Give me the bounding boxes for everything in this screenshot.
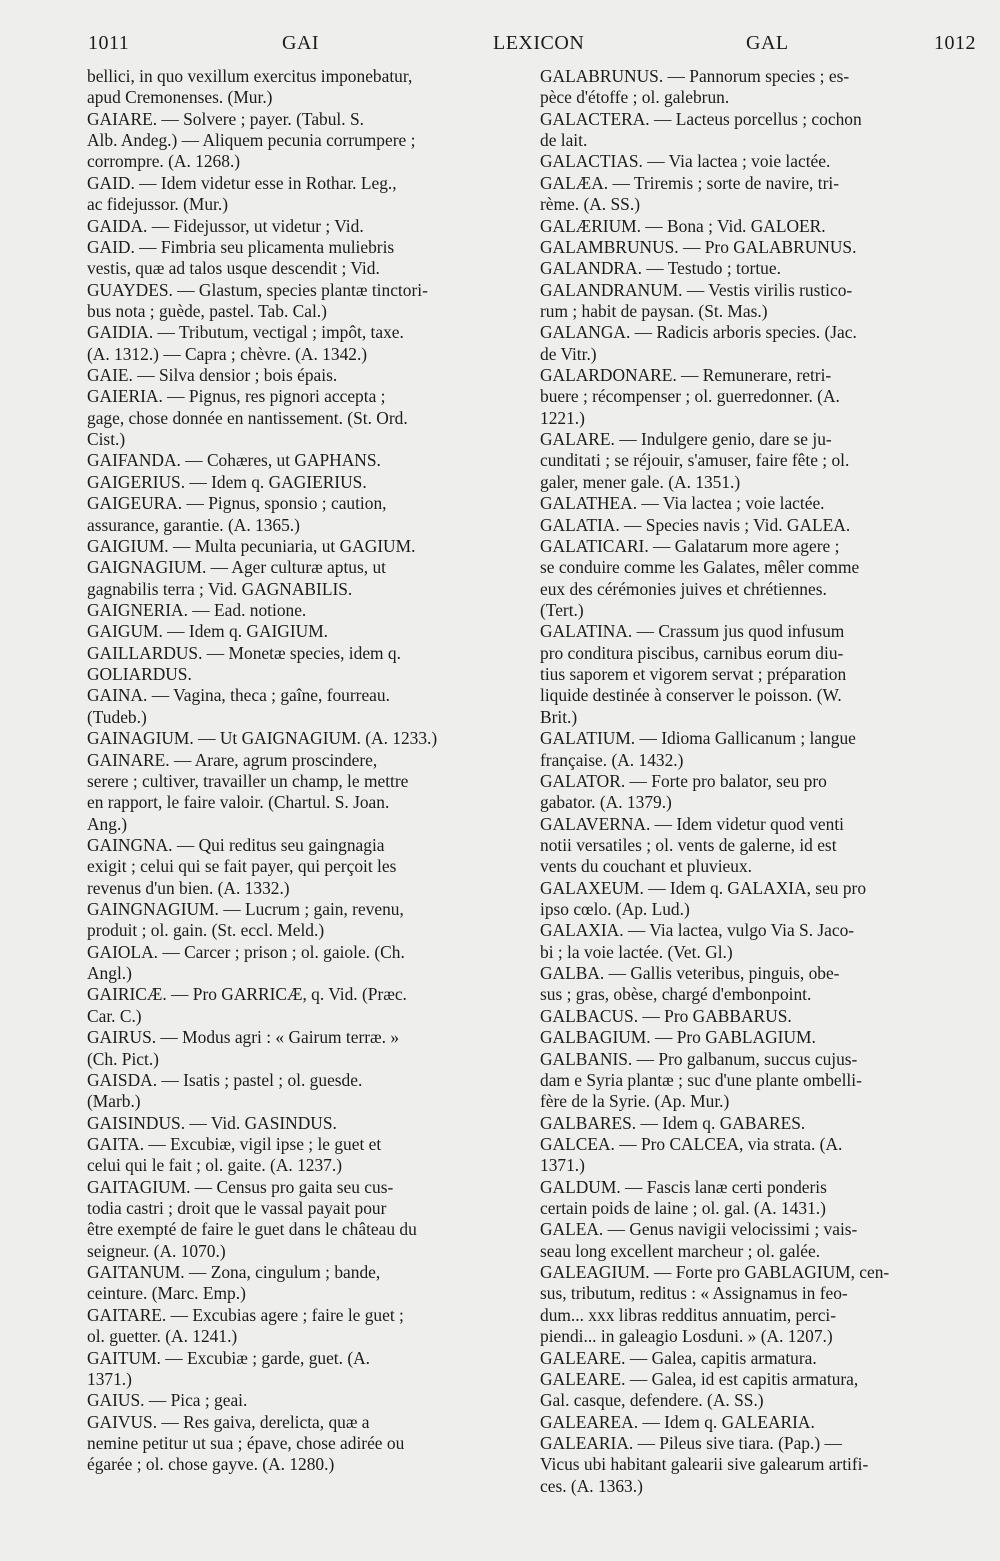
text-line: 1371.) [87, 1368, 132, 1389]
text-line: dam e Syria plantæ ; suc d'une plante ombelli- [540, 1069, 862, 1090]
text-line: GAITUM. — Excubiæ ; garde, guet. (A. [87, 1347, 371, 1368]
text-line: GALEARE. — Galea, capitis armatura. [540, 1347, 817, 1368]
text-line: GALATHEA. — Via lactea ; voie lactée. [540, 493, 825, 514]
text-line: (Marb.) [87, 1091, 141, 1112]
text-line: (Tudeb.) [87, 706, 147, 727]
text-line: gabator. (A. 1379.) [540, 792, 672, 813]
text-line: liquide destinée à conserver le poisson. (W. [540, 685, 842, 706]
left-column [87, 66, 499, 1476]
text-line: bi ; la voie lactée. (Vet. Gl.) [540, 941, 733, 962]
text-line: GALEARE. — Galea, id est capitis armatura, [540, 1368, 859, 1389]
right-guide-word: GAL [746, 32, 789, 54]
text-line: vestis, quæ ad talos usque descendit ; Vid. [87, 258, 380, 279]
text-line: GALAMBRUNUS. — Pro GALABRUNUS. [540, 236, 857, 257]
text-line: GALACTERA. — Lacteus porcellus ; cochon [540, 108, 862, 129]
header-title: LEXICON [493, 32, 585, 54]
text-line: (A. 1312.) — Capra ; chèvre. (A. 1342.) [87, 343, 368, 364]
text-line: GAIGIUM. — Multa pecuniaria, ut GAGIUM. [87, 535, 416, 556]
text-line: GAIDIA. — Tributum, vectigal ; impôt, taxe. [87, 322, 404, 343]
text-line: bus nota ; guède, pastel. Tab. Cal.) [87, 300, 327, 321]
running-header [88, 32, 976, 60]
text-line: GALEAGIUM. — Forte pro GABLAGIUM, cen- [540, 1262, 890, 1283]
text-line: de Vitr.) [540, 343, 597, 364]
text-line: en rapport, le faire valoir. (Chartul. S. Joan. [87, 792, 390, 813]
text-line: pèce d'étoffe ; ol. galebrun. [540, 87, 730, 108]
text-line: GALATIUM. — Idioma Gallicanum ; langue [540, 728, 856, 749]
text-line: GALANDRA. — Testudo ; tortue. [540, 258, 781, 279]
text-line: GALCEA. — Pro CALCEA, via strata. (A. [540, 1133, 843, 1154]
text-line: GALAVERNA. — Idem videtur quod venti [540, 813, 844, 834]
text-line: GAIGNAGIUM. — Ager culturæ aptus, ut [87, 557, 386, 578]
text-line: GAIOLA. — Carcer ; prison ; ol. gaiole. (Ch. [87, 941, 405, 962]
text-line: sus, tributum, reditus : « Assignamus in feo- [540, 1283, 848, 1304]
text-line: gage, chose donnée en nantissement. (St. Ord. [87, 407, 408, 428]
text-line: rème. (A. SS.) [540, 194, 640, 215]
text-line: GALÆA. — Triremis ; sorte de navire, tri- [540, 172, 839, 193]
text-line: GAINARE. — Arare, agrum proscindere, [87, 749, 378, 770]
text-line: GALDUM. — Fascis lanæ certi ponderis [540, 1176, 827, 1197]
text-line: (Tert.) [540, 599, 584, 620]
text-line: GAITANUM. — Zona, cingulum ; bande, [87, 1262, 381, 1283]
text-line: GALBAGIUM. — Pro GABLAGIUM. [540, 1027, 816, 1048]
text-line: Gal. casque, defendere. (A. SS.) [540, 1390, 764, 1411]
text-line: GALEA. — Genus navigii velocissimi ; vais- [540, 1219, 858, 1240]
text-line: ipso cœlo. (Ap. Lud.) [540, 899, 690, 920]
text-line: GAISDA. — Isatis ; pastel ; ol. guesde. [87, 1069, 363, 1090]
text-line: GAILLARDUS. — Monetæ species, idem q. [87, 642, 401, 663]
text-line: GALÆRIUM. — Bona ; Vid. GALOER. [540, 215, 826, 236]
text-line: française. (A. 1432.) [540, 749, 684, 770]
text-line: seau long excellent marcheur ; ol. galée. [540, 1240, 821, 1261]
text-line: rum ; habit de paysan. (St. Mas.) [540, 300, 768, 321]
text-line: corrompre. (A. 1268.) [87, 151, 241, 172]
text-line: GAIGUM. — Idem q. GAIGIUM. [87, 621, 329, 642]
text-line: ol. guetter. (A. 1241.) [87, 1326, 238, 1347]
text-line: GALBACUS. — Pro GABBARUS. [540, 1005, 792, 1026]
text-line: ces. (A. 1363.) [540, 1475, 643, 1496]
text-line: GALANGA. — Radicis arboris species. (Jac. [540, 322, 857, 343]
text-line: revenus d'un bien. (A. 1332.) [87, 877, 290, 898]
text-line: celui qui le fait ; ol. gaite. (A. 1237.) [87, 1155, 342, 1176]
text-line: bellici, in quo vexillum exercitus imponebatur, [87, 66, 413, 86]
text-line: GALBANIS. — Pro galbanum, succus cujus- [540, 1048, 858, 1069]
text-line: seigneur. (A. 1070.) [87, 1240, 226, 1261]
text-line: GAINA. — Vagina, theca ; gaîne, fourreau. [87, 685, 390, 706]
text-line: GAIRICÆ. — Pro GARRICÆ, q. Vid. (Præc. [87, 984, 407, 1005]
text-line: assurance, garantie. (A. 1365.) [87, 514, 300, 535]
text-line: GAITAGIUM. — Census pro gaita seu cus- [87, 1176, 394, 1197]
text-line: (Ch. Pict.) [87, 1048, 159, 1069]
text-line: GALAXIA. — Via lactea, vulgo Via S. Jaco- [540, 920, 855, 941]
text-line: tius saporem et vigorem servat ; préparation [540, 664, 847, 685]
text-line: GALARDONARE. — Remunerare, retri- [540, 365, 832, 386]
text-line: GAIUS. — Pica ; geai. [87, 1390, 248, 1411]
text-line: eux des cérémonies juives et chrétiennes. [540, 578, 827, 599]
text-line: GAIGERIUS. — Idem q. GAGIERIUS. [87, 471, 367, 492]
text-line: égarée ; ol. chose gayve. (A. 1280.) [87, 1454, 335, 1475]
text-line: GAIDA. — Fidejussor, ut videtur ; Vid. [87, 215, 364, 236]
text-line: GALBA. — Gallis veteribus, pinguis, obe- [540, 963, 840, 984]
text-line: GAIFANDA. — Cohæres, ut GAPHANS. [87, 450, 381, 471]
text-line: vents du couchant et pluvieux. [540, 856, 753, 877]
text-line: GALATINA. — Crassum jus quod infusum [540, 621, 845, 642]
text-line: GALEARIA. — Pileus sive tiara. (Pap.) — [540, 1433, 842, 1453]
text-line: sus ; gras, obèse, chargé d'embonpoint. [540, 984, 812, 1005]
text-line: notii versatiles ; ol. vents de galerne, id est [540, 834, 837, 855]
text-line: 1371.) [540, 1155, 585, 1176]
text-line: GOLIARDUS. [87, 664, 192, 685]
text-line: GAID. — Idem videtur esse in Rothar. Leg., [87, 172, 397, 193]
text-line: GAISINDUS. — Vid. GASINDUS. [87, 1112, 337, 1133]
text-line: dum... xxx libras redditus annuatim, perci- [540, 1304, 837, 1325]
text-line: Cist.) [87, 429, 126, 450]
text-line: certain poids de laine ; ol. gal. (A. 1431.) [540, 1198, 826, 1219]
text-line: Car. C.) [87, 1005, 142, 1026]
text-line: pro conditura piscibus, carnibus eorum diu- [540, 642, 844, 663]
text-line: GALAXEUM. — Idem q. GALAXIA, seu pro [540, 877, 867, 898]
text-line: GALBARES. — Idem q. GABARES. [540, 1112, 806, 1133]
text-line: apud Cremonenses. (Mur.) [87, 87, 273, 108]
text-line: Ang.) [87, 813, 128, 834]
text-line: GAIGNERIA. — Ead. notione. [87, 599, 307, 620]
left-column-number: 1011 [88, 32, 130, 54]
text-line: GAINGNA. — Qui reditus seu gaingnagia [87, 834, 385, 855]
text-line: 1221.) [540, 407, 585, 428]
text-line: GALANDRANUM. — Vestis virilis rustico- [540, 279, 853, 300]
text-line: nemine petitur ut sua ; épave, chose adirée ou [87, 1433, 405, 1453]
text-line: GAIE. — Silva densior ; bois épais. [87, 365, 338, 386]
text-line: GAITARE. — Excubias agere ; faire le guet ; [87, 1304, 404, 1325]
text-line: GALABRUNUS. — Pannorum species ; es- [540, 66, 850, 86]
right-column-number: 1012 [934, 32, 976, 54]
text-line: être exempté de faire le guet dans le château du [87, 1219, 417, 1240]
text-line: GAIVUS. — Res gaiva, derelicta, quæ a [87, 1411, 370, 1432]
text-line: GALATIA. — Species navis ; Vid. GALEA. [540, 514, 851, 535]
text-line: ac fidejussor. (Mur.) [87, 194, 229, 215]
text-line: cunditati ; se réjouir, s'amuser, faire fête ; ol. [540, 450, 850, 471]
text-line: se conduire comme les Galates, mêler comme [540, 557, 860, 578]
text-line: Alb. Andeg.) — Aliquem pecunia corrumpere ; [87, 130, 416, 151]
text-line: Angl.) [87, 963, 132, 984]
text-line: Vicus ubi habitant galearii sive galearum artifi- [540, 1454, 869, 1475]
text-line: ceinture. (Marc. Emp.) [87, 1283, 246, 1304]
text-line: GAIGEURA. — Pignus, sponsio ; caution, [87, 493, 387, 514]
text-line: GAIARE. — Solvere ; payer. (Tabul. S. [87, 108, 364, 129]
text-line: GAIRUS. — Modus agri : « Gairum terræ. » [87, 1027, 400, 1048]
text-line: Brit.) [540, 706, 578, 727]
text-line: de lait. [540, 130, 588, 151]
text-line: serere ; cultiver, travailler un champ, le mettre [87, 770, 409, 791]
text-line: GAID. — Fimbria seu plicamenta muliebris [87, 236, 395, 257]
text-line: buere ; récompenser ; ol. guerredonner. (A. [540, 386, 840, 407]
right-column [540, 66, 952, 1497]
text-line: galer, mener gale. (A. 1351.) [540, 471, 741, 492]
text-line: GAIERIA. — Pignus, res pignori accepta ; [87, 386, 386, 407]
text-line: GALEAREA. — Idem q. GALEARIA. [540, 1411, 815, 1432]
text-line: fère de la Syrie. (Ap. Mur.) [540, 1091, 730, 1112]
text-line: GAINAGIUM. — Ut GAIGNAGIUM. (A. 1233.) [87, 728, 438, 749]
text-line: exigit ; celui qui se fait payer, qui perçoit les [87, 856, 397, 877]
text-line: GALARE. — Indulgere genio, dare se ju- [540, 429, 832, 450]
text-line: GAINGNAGIUM. — Lucrum ; gain, revenu, [87, 899, 404, 920]
text-line: produit ; ol. gain. (St. eccl. Meld.) [87, 920, 325, 941]
text-line: GUAYDES. — Glastum, species plantæ tinctori- [87, 279, 428, 300]
text-line: GALACTIAS. — Via lactea ; voie lactée. [540, 151, 831, 172]
text-line: todia castri ; droit que le vassal payait pour [87, 1198, 387, 1219]
text-line: gagnabilis terra ; Vid. GAGNABILIS. [87, 578, 353, 599]
left-guide-word: GAI [282, 32, 320, 54]
text-line: piendi... in galeagio Losduni. » (A. 1207.) [540, 1326, 833, 1347]
text-line: GALATICARI. — Galatarum more agere ; [540, 535, 840, 556]
text-line: GALATOR. — Forte pro balator, seu pro [540, 770, 827, 791]
text-line: GAITA. — Excubiæ, vigil ipse ; le guet et [87, 1133, 382, 1154]
